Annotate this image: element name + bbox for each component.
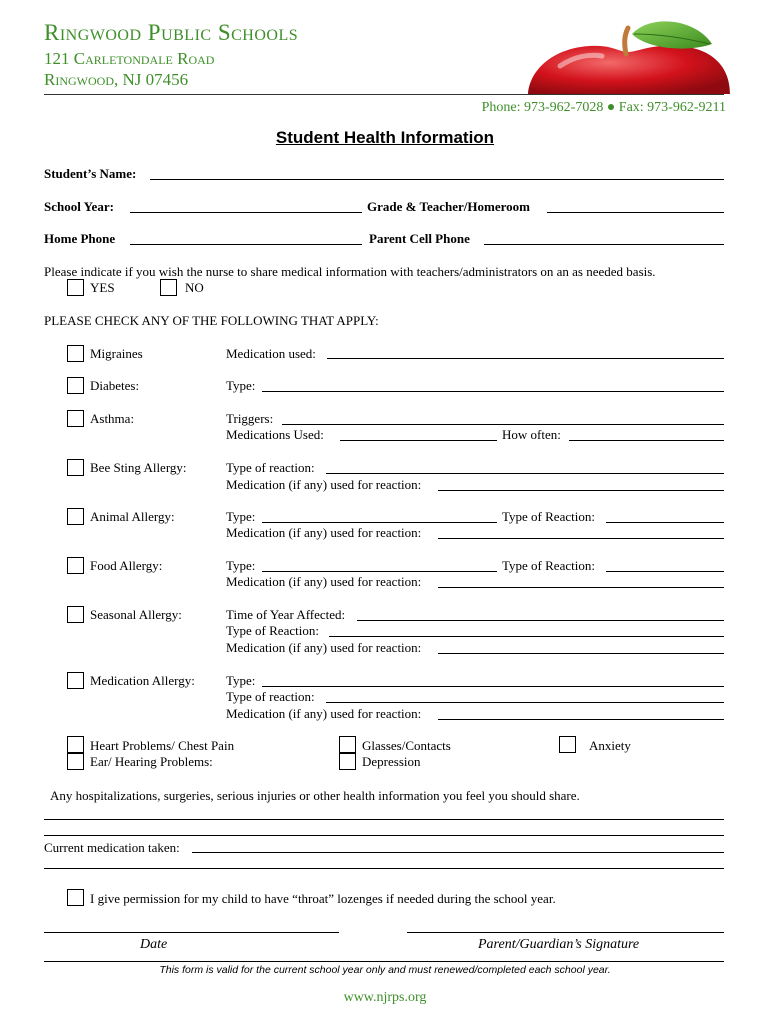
footer-divider (44, 961, 724, 962)
hospitalizations-line-2[interactable] (44, 835, 724, 836)
validity-note: This form is valid for the current school year only and must renewed/completed each school year. (159, 964, 611, 976)
glasses-label: Glasses/Contacts (362, 738, 451, 753)
hospitalizations-prompt: Any hospitalizations, surgeries, serious injuries or other health information you feel you should share. (50, 788, 580, 803)
date-field[interactable] (44, 932, 339, 933)
phone-fax: Phone: 973-962-7028 ● Fax: 973-962-9211 (481, 100, 726, 115)
bee-medication-field[interactable] (438, 490, 724, 491)
glasses-checkbox[interactable] (339, 736, 356, 753)
bee-sting-checkbox[interactable] (67, 459, 84, 476)
animal-type-field[interactable] (262, 522, 497, 523)
bee-sting-label: Bee Sting Allergy: (90, 460, 187, 475)
heart-problems-label: Heart Problems/ Chest Pain (90, 738, 235, 753)
ear-problems-checkbox[interactable] (67, 753, 84, 770)
share-no-label: NO (185, 280, 204, 295)
bee-reaction-label: Type of reaction: (226, 460, 315, 475)
diabetes-checkbox[interactable] (67, 377, 84, 394)
asthma-label: Asthma: (90, 411, 135, 426)
medication-used-label: Medication (if any) used for reaction: (226, 706, 422, 721)
depression-checkbox[interactable] (339, 753, 356, 770)
address-line-2: Ringwood, NJ 07456 (44, 70, 189, 89)
share-no-checkbox[interactable] (160, 279, 177, 296)
grade-teacher-field[interactable] (547, 212, 724, 213)
medication-allergy-checkbox[interactable] (67, 672, 84, 689)
share-yes-checkbox[interactable] (67, 279, 84, 296)
parent-cell-label: Parent Cell Phone (369, 231, 470, 246)
bee-medication-label: Medication (if any) used for reaction: (226, 477, 422, 492)
date-label: Date (140, 937, 168, 952)
medication-used-field[interactable] (438, 719, 724, 720)
hospitalizations-line-1[interactable] (44, 819, 724, 820)
diabetes-label: Diabetes: (90, 378, 140, 393)
page-title: Student Health Information (275, 128, 495, 147)
current-medication-label: Current medication taken: (44, 840, 180, 855)
food-allergy-checkbox[interactable] (67, 557, 84, 574)
address-line-1: 121 Carletondale Road (44, 49, 215, 68)
current-medication-field[interactable] (192, 852, 724, 853)
medication-reaction-label: Type of reaction: (226, 689, 315, 704)
asthma-how-often-field[interactable] (569, 440, 724, 441)
medication-type-field[interactable] (262, 686, 724, 687)
animal-type-label: Type: (226, 509, 256, 524)
animal-allergy-label: Animal Allergy: (90, 509, 175, 524)
migraines-label: Migraines (90, 346, 143, 361)
seasonal-medication-label: Medication (if any) used for reaction: (226, 640, 422, 655)
school-name: Ringwood Public Schools (44, 20, 299, 45)
food-medication-label: Medication (if any) used for reaction: (226, 574, 422, 589)
school-year-field[interactable] (130, 212, 362, 213)
header-divider (44, 94, 724, 95)
seasonal-reaction-label: Type of Reaction: (226, 623, 319, 638)
guardian-signature-field[interactable] (407, 932, 724, 933)
lozenges-permission-checkbox[interactable] (67, 889, 84, 906)
website-link[interactable]: www.njrps.org (343, 990, 427, 1005)
medication-reaction-field[interactable] (326, 702, 724, 703)
asthma-medications-label: Medications Used: (226, 427, 324, 442)
guardian-signature-label: Parent/Guardian’s Signature (478, 937, 640, 952)
animal-medication-field[interactable] (438, 538, 724, 539)
food-type-label: Type: (226, 558, 256, 573)
animal-allergy-checkbox[interactable] (67, 508, 84, 525)
seasonal-reaction-field[interactable] (329, 636, 724, 637)
seasonal-time-field[interactable] (357, 620, 724, 621)
migraines-medication-field[interactable] (327, 358, 724, 359)
current-medication-line-2[interactable] (44, 868, 724, 869)
ear-problems-label: Ear/ Hearing Problems: (90, 754, 213, 769)
food-allergy-label: Food Allergy: (90, 558, 163, 573)
medication-type-label: Type: (226, 673, 256, 688)
check-heading: PLEASE CHECK ANY OF THE FOLLOWING THAT APPLY: (44, 313, 379, 328)
food-type-field[interactable] (262, 571, 497, 572)
asthma-medications-field[interactable] (340, 440, 497, 441)
food-reaction-label: Type of Reaction: (502, 558, 595, 573)
heart-problems-checkbox[interactable] (67, 736, 84, 753)
seasonal-allergy-checkbox[interactable] (67, 606, 84, 623)
asthma-triggers-label: Triggers: (226, 411, 274, 426)
student-name-label: Student’s Name: (44, 166, 137, 181)
animal-medication-label: Medication (if any) used for reaction: (226, 525, 422, 540)
food-reaction-field[interactable] (606, 571, 724, 572)
school-year-label: School Year: (44, 199, 114, 214)
diabetes-type-field[interactable] (262, 391, 724, 392)
home-phone-field[interactable] (130, 244, 362, 245)
share-question: Please indicate if you wish the nurse to share medical information with teachers/administrators on an as needed basis. (44, 264, 656, 279)
asthma-how-often-label: How often: (502, 427, 561, 442)
asthma-triggers-field[interactable] (282, 424, 724, 425)
bee-reaction-field[interactable] (326, 473, 724, 474)
migraines-checkbox[interactable] (67, 345, 84, 362)
lozenges-permission-label: I give permission for my child to have “throat” lozenges if needed during the school year. (90, 891, 556, 906)
depression-label: Depression (362, 754, 421, 769)
anxiety-checkbox[interactable] (559, 736, 576, 753)
migraines-medication-label: Medication used: (226, 346, 316, 361)
student-name-field[interactable] (150, 179, 724, 180)
diabetes-type-label: Type: (226, 378, 256, 393)
parent-cell-field[interactable] (484, 244, 724, 245)
grade-teacher-label: Grade & Teacher/Homeroom (367, 199, 530, 214)
apple-logo-icon (520, 14, 730, 94)
anxiety-label: Anxiety (589, 738, 631, 753)
medication-allergy-label: Medication Allergy: (90, 673, 195, 688)
seasonal-medication-field[interactable] (438, 653, 724, 654)
home-phone-label: Home Phone (44, 231, 116, 246)
food-medication-field[interactable] (438, 587, 724, 588)
animal-reaction-label: Type of Reaction: (502, 509, 595, 524)
asthma-checkbox[interactable] (67, 410, 84, 427)
seasonal-allergy-label: Seasonal Allergy: (90, 607, 182, 622)
animal-reaction-field[interactable] (606, 522, 724, 523)
share-yes-label: YES (90, 280, 115, 295)
seasonal-time-label: Time of Year Affected: (226, 607, 346, 622)
